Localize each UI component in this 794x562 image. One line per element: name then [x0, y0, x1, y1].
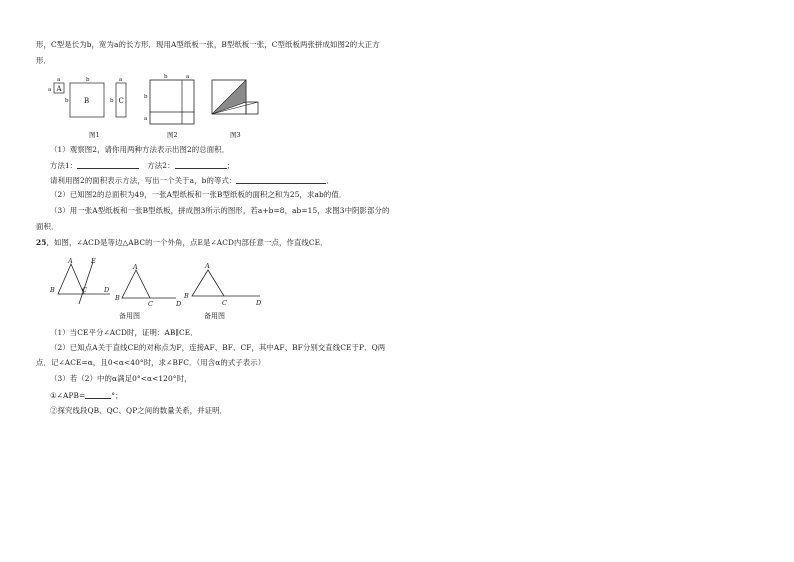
q25-part3: （3）若（2）中的α满足0°<α<120°时， [50, 374, 192, 383]
triangle-abc [58, 264, 84, 294]
q24-part1: （1）观察图2，请你用两种方法表示出图2的总面积． [50, 145, 230, 154]
q25-number: 25． [36, 238, 54, 247]
q24-text-line1: 形，C型是长为b，宽为a的长方形．现用A型纸板一张，B型纸板一张，C型纸板两张拼成如图2的大正方 [36, 40, 380, 49]
fig1-label-C: C [118, 97, 124, 105]
equation-blank[interactable] [236, 175, 326, 184]
fig1-label-b2: b [65, 98, 69, 104]
q25-part3-item1: ①∠APB= °； [50, 391, 123, 400]
svg-text:D: D [256, 299, 262, 307]
fig2-label-b-left: b [144, 94, 148, 100]
q25-main-figure [46, 254, 116, 306]
fig1-label-a1: a [48, 87, 52, 93]
q25-part3-item2: ②探究线段QB、QC、QP之间的数量关系，并证明． [50, 406, 228, 415]
method1-label: 方法1： [50, 161, 78, 170]
q24-part3b: 面积． [36, 222, 59, 231]
fig1-label-b3: b [110, 98, 114, 104]
fig3-shaded-region [212, 80, 246, 114]
q25-part2b: 点．记∠ACE=α，且0<α<40°时，求∠BFC．（用含α的式子表示） [36, 358, 266, 367]
q24-methods: 方法1： 方法2： ； [50, 161, 235, 170]
svg-text:D: D [176, 300, 182, 308]
angle-apb-blank[interactable] [85, 390, 111, 399]
svg-text:B: B [115, 294, 120, 302]
figure-2 [140, 72, 200, 140]
spare2-caption: 备用图 [204, 312, 225, 320]
line-ce [79, 262, 93, 304]
spare-figure-1 [112, 262, 188, 322]
svg-text:A: A [133, 263, 138, 271]
fig2-label-a-top: a [186, 74, 190, 80]
svg-text:C: C [222, 299, 227, 307]
method2-blank[interactable] [175, 160, 227, 169]
method1-blank[interactable] [77, 160, 139, 169]
fig2-big-square [150, 80, 194, 124]
figure-3 [206, 72, 270, 140]
label-A: A [68, 257, 73, 265]
fig2-label-b-top: b [164, 74, 168, 80]
svg-text:B: B [184, 292, 189, 300]
q24-text-line2: 形． [36, 56, 51, 65]
fig2-caption: 图2 [167, 131, 178, 139]
label-E: E [91, 257, 96, 265]
fig1-label-A: A [56, 85, 62, 93]
svg-text:C: C [148, 300, 153, 308]
q25-part1: （1）当CE平分∠ACD时，证明：AB∥CE． [50, 328, 198, 337]
fig3-caption: 图3 [230, 131, 241, 139]
fig1-label-B: B [84, 97, 90, 105]
fig2-label-a-left: a [144, 116, 148, 122]
spare2-triangle [192, 270, 224, 296]
q25-part2a: （2）已知点A关于直线CE的对称点为F，连接AF、BF、CF，其中AF、BF分别交直线CE于P、Q两 [50, 343, 386, 352]
spare1-caption: 备用图 [119, 312, 140, 320]
label-B: B [50, 286, 55, 294]
svg-text:A: A [205, 262, 210, 270]
figure-1 [44, 74, 134, 140]
fig1-caption: 图1 [89, 131, 100, 139]
label-C: C [82, 286, 87, 294]
q24-equation-prompt: 请利用图2的面积表示方法，写出一个关于a，b的等式： ． [50, 176, 334, 185]
spare-figure-2 [180, 260, 270, 322]
fig1-label-a2: a [57, 77, 61, 83]
method2-label: 方法2： [147, 161, 175, 170]
fig1-label-b1: b [86, 77, 90, 83]
fig1-label-a3: a [119, 77, 123, 83]
q24-part2: （2）已知图2的总面积为49，一张A型纸板和一张B型纸板的面积之和为25，求ab的值． [50, 190, 347, 199]
q25-stem: 25．如图，∠ACD是等边△ABC的一个外角，点E是∠ACD内部任意一点，作直线CE． [36, 238, 328, 247]
q24-part3a: （3）用一张A型纸板和一张B型纸板，拼成图3所示的图形，若a+b=8，ab=15，求图3中阴影部分的 [50, 206, 390, 215]
label-D: D [104, 286, 110, 294]
spare1-triangle [122, 270, 150, 298]
